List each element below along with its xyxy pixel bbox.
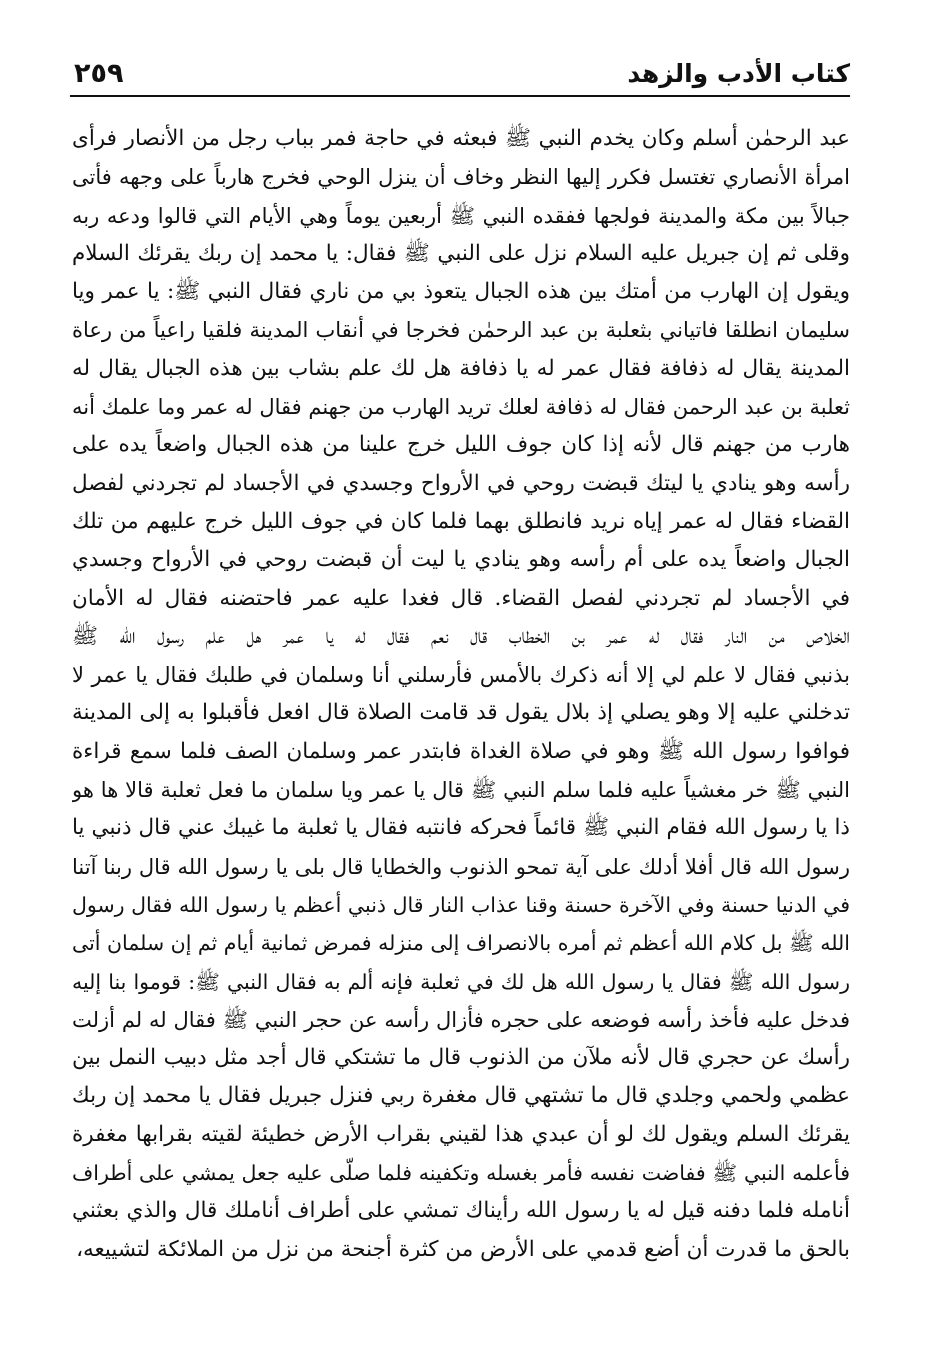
text-line: في الدنيا حسنة وفي الآخرة حسنة وقنا عذاب النار قال ذنبي أعظم يا رسول الله فقال رسول [72,892,850,917]
body-text [72,120,850,1269]
text-line: تدخلني عليه إلا وهو يصلي إذ بلال يقول قد قامت الصلاة قال افعل فأقبلوا به إلى المدينة [72,700,850,726]
text-line: سليمان انطلقا فاتياني بثعلبة بن عبد الرحمٰن فخرجا في أنقاب المدينة فلقيا راعياً من رعاة [72,318,850,343]
text-line: في الأجساد لم تجردني لفصل القضاء. قال فغدا عليه عمر فاحتضنه فقال له الأمان [72,585,850,611]
text-line: رأسه وهو ينادي يا ليتك قبضت روحي في الأرواح وجسدي في الأجساد لم تجردني لفصل [72,470,850,496]
text-line: أنامله فلما دفنه قيل له يا رسول الله رأيناك تمشي على أطراف أناملك قال والذي بعثني [72,1198,850,1224]
text-line: عظمي ولحمي وجلدي قال ما تشتهي قال مغفرة ربي فنزل جبريل فقال يا محمد إن ربك [72,1083,850,1109]
text-line: امرأة الأنصاري تغتسل فكرر إليها النظر وخاف أن ينزل الوحي فخرج هارباً على وجهه فأتى [72,165,850,190]
text-line: فوافوا رسول الله ﷺ وهو في صلاة الغداة فابتدر عمر وسلمان الصف فلما سمع قراءة [72,738,850,764]
text-line: ويقول إن الهارب من أمتك بين هذه الجبال يتعوذ بي من ناري فقال النبي ﷺ: يا عمر ويا [72,279,850,305]
text-line: ثعلبة بن عبد الرحمن فقال له ذفافة لعلك تريد الهارب من جهنم فقال له عمر وما علمك أنه [72,395,850,420]
text-line: رأسك عن حجري قال لأنه ملآن من الذنوب قال ما تشتكي قال أجد مثل دبيب النمل بين [72,1045,850,1071]
text-line: فدخل عليه فأخذ رأسه فوضعه على حجره فأزال رأسه عن حجر النبي ﷺ فقال له لم أزلت [72,1007,850,1032]
text-line: يقرئك السلم ويقول لك لو أن عبدي هذا لقيني بقراب الأرض خطيئة لقيته بقرابها مغفرة [72,1121,850,1147]
text-line: هارب من جهنم قال لأنه إذا كان جوف الليل خرج علينا من هذه الجبال واضعاً يده على [72,432,850,458]
text-line: رسول الله ﷺ فقال يا رسول الله هل لك في ثعلبة فإنه ألم به فقال النبي ﷺ: قوموا بنا إليه [72,969,850,994]
text-line: جبالاً بين مكة والمدينة فولجها ففقده النبي ﷺ أربعين يوماً وهي الأيام التي قالوا ودعه ربه [72,203,850,228]
text-line: عبد الرحمٰن أسلم وكان يخدم النبي ﷺ فبعثه في حاجة فمر بباب رجل من الأنصار فرأى [72,126,850,151]
page-header [70,55,850,99]
header-divider [70,95,850,97]
text-line: ذا يا رسول الله فقام النبي ﷺ قائماً فحركه فانتبه فقال يا ثعلبة ما غيبك عني قال ذنبي يا [72,815,850,841]
text-line: الخلاص من النار فقال له عمر بن الخطاب قال نعم فقال له يا عمر هل علم رسول الله ﷺ [72,623,850,649]
text-line: بذنبي فقال لا علم لي إلا أنه ذكرك بالأمس فأرسلني أنا وسلمان في طلبك فقال يا عمر لا [72,663,850,688]
text-line: بالحق ما قدرت أن أضع قدمي على الأرض من كثرة أجنحة من نزل من الملائكة لتشييعه، [76,1236,850,1262]
text-line: فأعلمه النبي ﷺ ففاضت نفسه فأمر بغسله وتكفينه فلما صلّى عليه جعل يمشي على أطراف [72,1161,850,1186]
text-line: المدينة يقال له ذفافة فقال عمر له يا ذفافة هل لك علم بشاب بين هذه الجبال يقال له [72,355,850,381]
text-line: النبي ﷺ خر مغشياً عليه فلما سلم النبي ﷺ قال يا عمر ويا سلمان ما فعل ثعلبة قالا ها هو [72,778,850,803]
text-line: رسول الله قال أفلا أدلك على آية تمحو الذنوب والخطايا قال بلى يا رسول الله قال ربنا آتنا [72,854,850,879]
text-line: الجبال واضعاً يده على أم رأسه وهو ينادي يا ليت أن قبضت روحي في الأرواح وجسدي [72,547,850,573]
text-line: الله ﷺ بل كلام الله أعظم ثم أمره بالانصراف إلى منزله فمرض ثمانية أيام ثم إن سلمان أتى [72,931,850,956]
text-line: القضاء فقال له عمر إياه نريد فانطلق بهما فلما كان في جوف الليل خرج عليهم من تلك [72,508,850,534]
page-number: ٢٥٩ [74,58,124,89]
running-title: كتاب الأدب والزهد [627,59,850,88]
text-line: وقلى ثم إن جبريل عليه السلام نزل على النبي ﷺ فقال: يا محمد إن ربك يقرئك السلام [72,240,850,266]
